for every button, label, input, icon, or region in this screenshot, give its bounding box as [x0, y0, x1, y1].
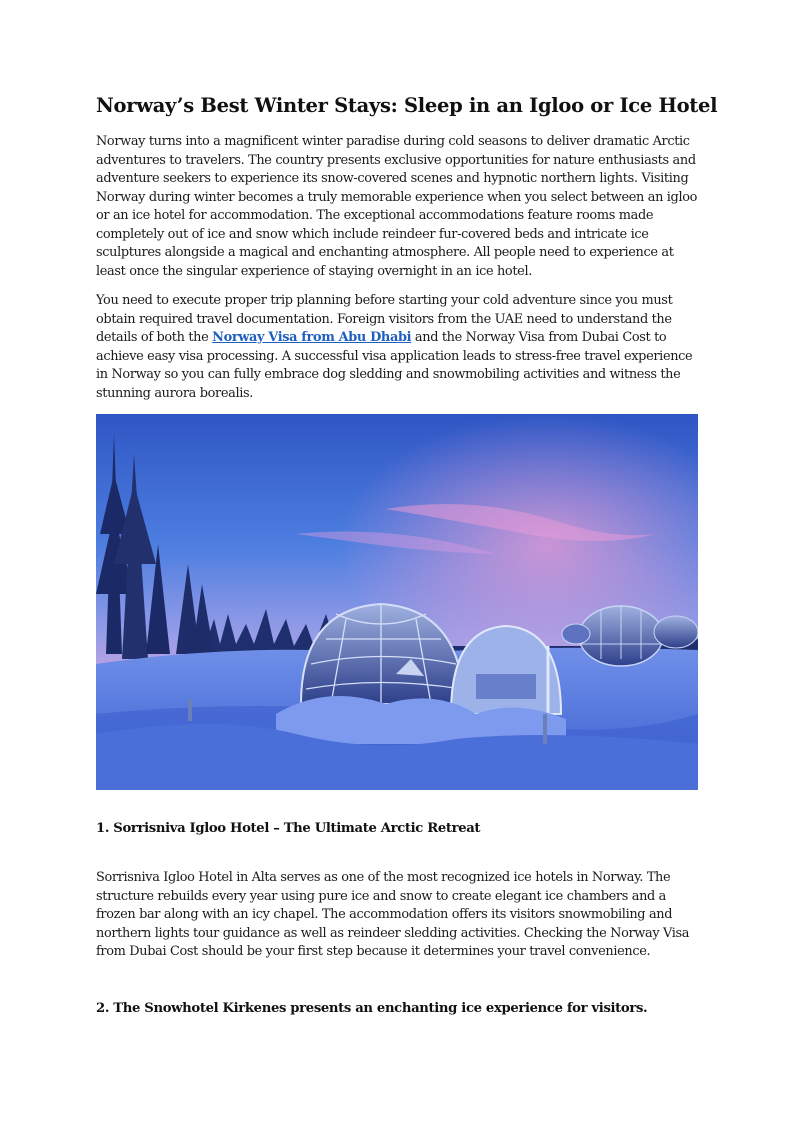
section1-paragraph — [96, 869, 698, 962]
paragraph-line: obtain required travel documentation. Foreign visitors from the UAE need to understand the — [96, 311, 672, 327]
paragraph-line — [96, 329, 698, 348]
paragraph-line: adventure seekers to experience its snow-covered scenes and hypnotic northern lights. Visiting — [96, 171, 689, 186]
section-heading: 1. Sorrisniva Igloo Hotel – The Ultimate Arctic Retreat — [96, 821, 481, 836]
paragraph-line: in Norway so you can fully embrace dog sledding and snowmobiling activities and witness the — [96, 367, 681, 382]
norway-visa-abu-dhabi-link[interactable]: Norway Visa from Abu Dhabi — [212, 330, 412, 345]
section-heading: 2. The Snowhotel Kirkenes presents an enchanting ice experience for visitors. — [96, 1001, 648, 1016]
paragraph-line: sculptures alongside a magical and enchanting atmosphere. All people need to experience at — [96, 245, 674, 260]
text-fragment: details of both the — [96, 330, 213, 345]
paragraph-line: northern lights tour guidance as well as reindeer sledding activities. Checking the Norway Visa — [96, 925, 690, 941]
page-title: Norway’s Best Winter Stays: Sleep in an Igloo or Ice Hotel — [96, 94, 718, 117]
paragraph-line: Norway turns into a magnificent winter paradise during cold seasons to deliver dramatic Arctic — [96, 134, 690, 149]
paragraph-line: completely out of ice and snow which include reindeer fur-covered beds and intricate ice — [96, 226, 649, 242]
paragraph-line: structure rebuilds every year using pure ice and snow to create elegant ice chambers and a — [96, 888, 667, 904]
paragraph-line: stunning aurora borealis. — [96, 385, 254, 401]
paragraph-line: achieve easy visa processing. A successful visa application leads to stress-free travel experience — [96, 348, 693, 364]
igloo-photo — [96, 414, 698, 790]
paragraph-line: or an ice hotel for accommodation. The exceptional accommodations feature rooms made — [96, 208, 654, 223]
text-fragment: and the Norway Visa from Dubai Cost to — [411, 330, 667, 345]
paragraph-line: adventures to travelers. The country presents exclusive opportunities for nature enthusiasts and — [96, 152, 696, 168]
paragraph-line: from Dubai Cost should be your first step because it determines your travel convenience. — [96, 944, 651, 959]
planning-paragraph — [96, 292, 698, 403]
intro-paragraph — [96, 133, 698, 281]
paragraph-line: You need to execute proper trip planning before starting your cold adventure since you must — [96, 293, 673, 308]
paragraph-line: least once the singular experience of staying overnight in an ice hotel. — [96, 263, 532, 279]
paragraph-line: Norway during winter becomes a truly memorable experience when you select between an igloo — [96, 189, 698, 205]
paragraph-line: Sorrisniva Igloo Hotel in Alta serves as one of the most recognized ice hotels in Norway. The — [96, 870, 671, 885]
paragraph-line: frozen bar along with an icy chapel. The accommodation offers its visitors snowmobiling and — [96, 907, 673, 922]
